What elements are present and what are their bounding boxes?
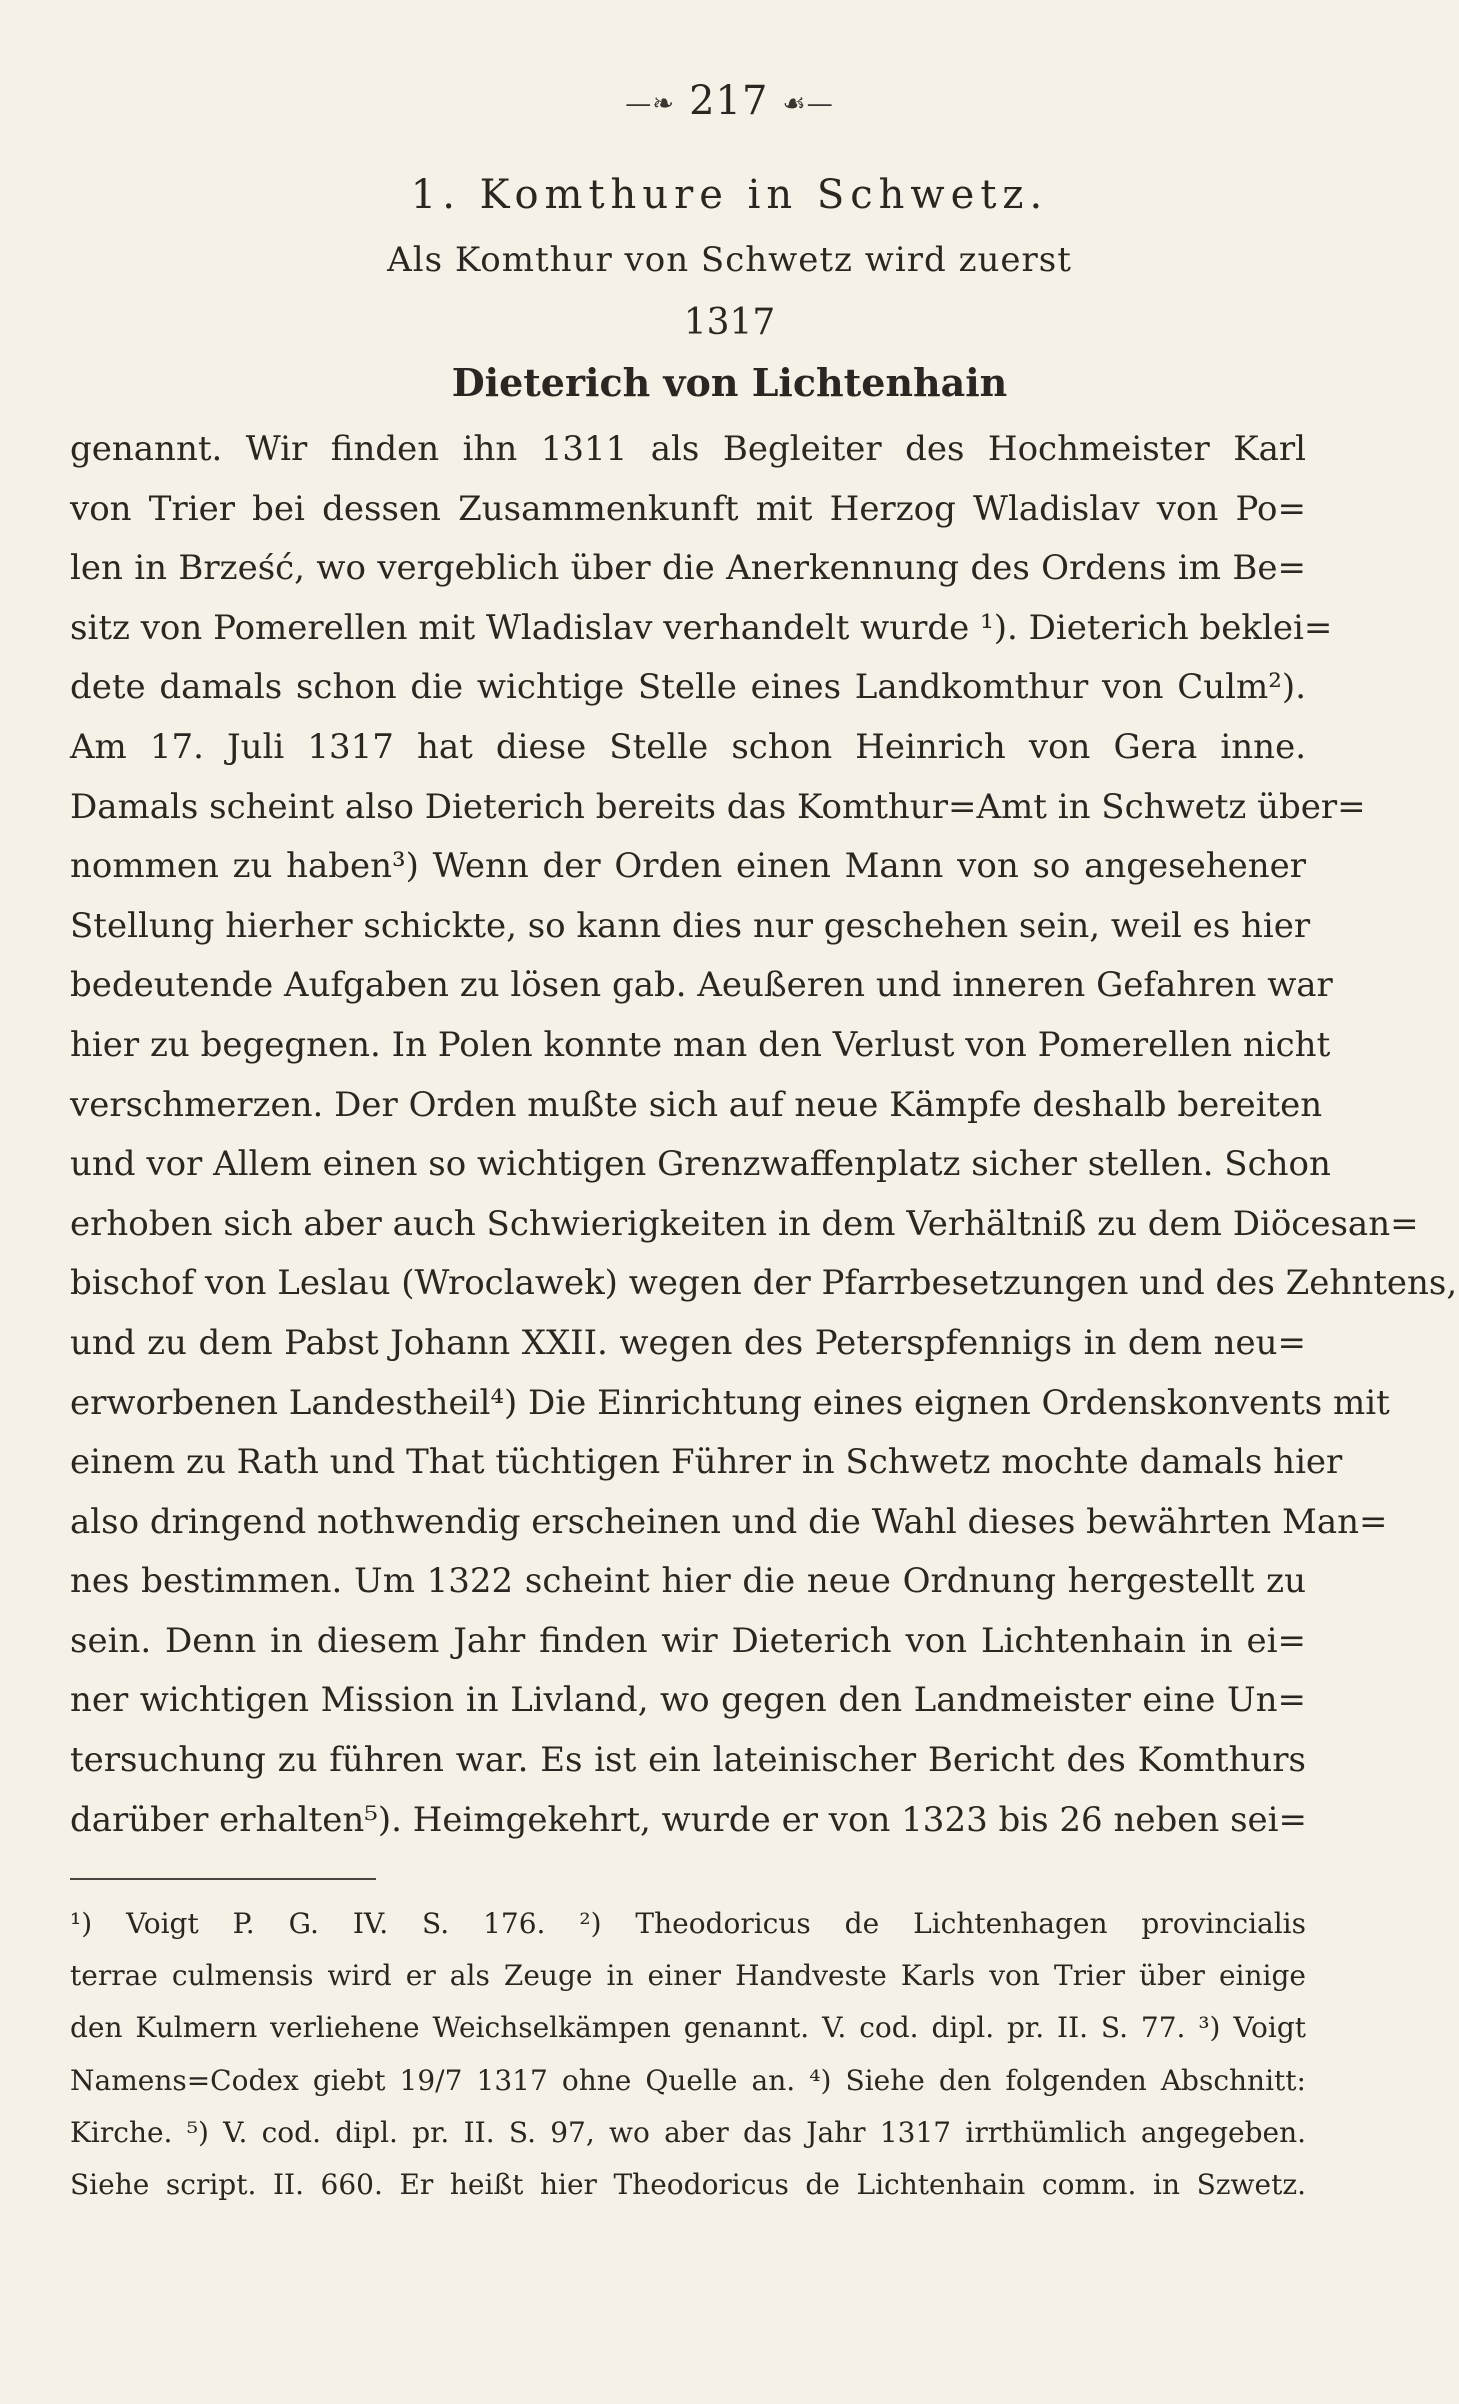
ornament-left: —❧ [625, 89, 676, 119]
page-header [0, 78, 1459, 124]
body-line: sein. Denn in diesem Jahr finden wir Dieterich von Lichtenhain in ei= [70, 1620, 1306, 1661]
section-name: Dieterich von Lichtenhain [451, 360, 1008, 405]
body-line: Stellung hierher schickte, so kann dies nur geschehen sein, weil es hier [70, 905, 1311, 946]
body-line: Damals scheint also Dieterich bereits das Komthur=Amt in Schwetz über= [70, 786, 1366, 827]
body-line: bedeutende Aufgaben zu lösen gab. Aeußeren und inneren Gefahren war [70, 965, 1333, 1006]
body-line: nes bestimmen. Um 1322 scheint hier die neue Ordnung hergestellt zu [70, 1561, 1306, 1602]
ornament-right: ☙— [782, 89, 834, 119]
body-line: hier zu begegnen. In Polen konnte man den Verlust von Pomerellen nicht [70, 1024, 1331, 1065]
body-line: darüber erhalten⁵). Heimgekehrt, wurde er von 1323 bis 26 neben sei= [70, 1799, 1308, 1840]
body-line: und zu dem Pabst Johann XXII. wegen des Peterspfennigs in dem neu= [70, 1322, 1306, 1363]
body-line: nommen zu haben³) Wenn der Orden einen Mann von so angesehener [70, 846, 1306, 887]
body-line: verschmerzen. Der Orden mußte sich auf neue Kämpfe deshalb bereiten [70, 1084, 1323, 1125]
footnote-line: Namens=Codex giebt 19/7 1317 ohne Quelle an. ⁴) Siehe den folgenden Abschnitt: [70, 2063, 1306, 2097]
footnote-line: den Kulmern verliehene Weichselkämpen genannt. V. cod. dipl. pr. II. S. 77. ³) Voigt [70, 2011, 1306, 2045]
body-line: von Trier bei dessen Zusammenkunft mit Herzog Wladislav von Po= [70, 488, 1306, 529]
body-line: tersuchung zu führen war. Es ist ein lateinischer Bericht des Komthurs [70, 1740, 1306, 1781]
body-line: Am 17. Juli 1317 hat diese Stelle schon Heinrich von Gera inne. [70, 726, 1306, 767]
body-line: len in Brześć, wo vergeblich über die Anerkennung des Ordens im Be= [70, 548, 1306, 589]
footnote-line: Kirche. ⁵) V. cod. dipl. pr. II. S. 97, wo aber das Jahr 1317 irrthümlich angegeben. [70, 2115, 1306, 2149]
body-line: erhoben sich aber auch Schwierigkeiten in dem Verhältniß zu dem Diöcesan= [70, 1203, 1419, 1244]
footnotes [70, 1898, 1306, 2211]
body-line: einem zu Rath und That tüchtigen Führer in Schwetz mochte damals hier [70, 1442, 1343, 1483]
footnote-divider [70, 1878, 376, 1880]
body-line: erworbenen Landestheil⁴) Die Einrichtung eines eignen Ordenskonvents mit [70, 1382, 1390, 1423]
footnote-line: terrae culmensis wird er als Zeuge in einer Handveste Karls von Trier über einige [70, 1959, 1306, 1993]
body-line: ner wichtigen Mission in Livland, wo gegen den Landmeister eine Un= [70, 1680, 1306, 1721]
body-line: also dringend nothwendig erscheinen und die Wahl dieses bewährten Man= [70, 1501, 1388, 1542]
page-number: 217 [689, 78, 769, 124]
body-line: und vor Allem einen so wichtigen Grenzwaffenplatz sicher stellen. Schon [70, 1144, 1331, 1185]
footnote-line: ¹) Voigt P. G. IV. S. 176. ²) Theodoricus de Lichtenhagen provincialis [70, 1907, 1306, 1940]
body-line: bischof von Leslau (Wroclawek) wegen der Pfarrbesetzungen und des Zehntens, [70, 1263, 1458, 1304]
body-line: dete damals schon die wichtige Stelle eines Landkomthur von Culm²). [70, 667, 1306, 708]
section-title: 1. Komthure in Schwetz. [410, 172, 1049, 218]
section-intro: Als Komthur von Schwetz wird zuerst [387, 240, 1072, 280]
body-line: sitz von Pomerellen mit Wladislav verhandelt wurde ¹). Dieterich beklei= [70, 607, 1333, 648]
footnote-line: Siehe script. II. 660. Er heißt hier Theodoricus de Lichtenhain comm. in Szwetz. [70, 2167, 1306, 2201]
body-line: genannt. Wir finden ihn 1311 als Begleiter des Hochmeister Karl [70, 429, 1306, 469]
section-year: 1317 [683, 302, 776, 343]
body-text [70, 420, 1458, 1850]
